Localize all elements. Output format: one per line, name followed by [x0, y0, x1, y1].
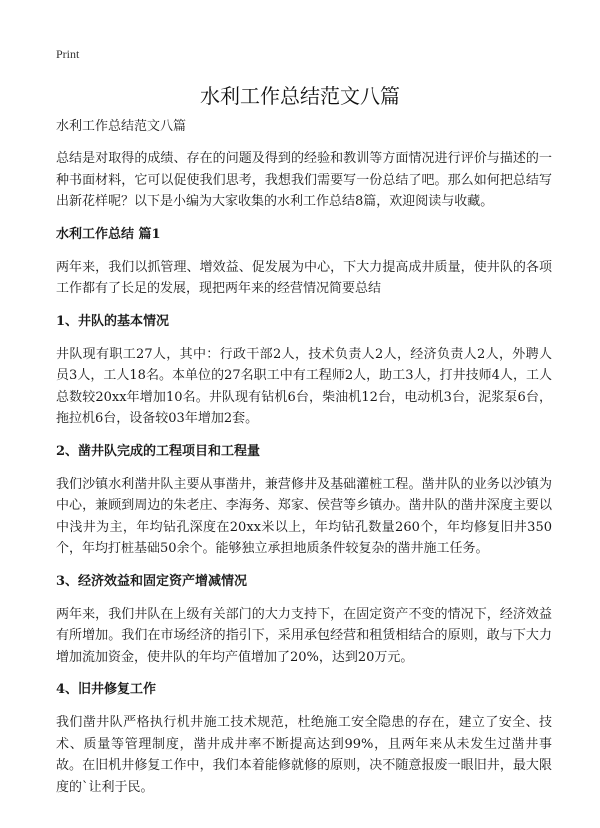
section-body-1: 井队现有职工27人，其中：行政干部2人，技术负责人2人，经济负责人2人，外聘人员3人，工人18名。本单位的27名职工中有工程师2人，助工3人，打井技师4人，工人总数较20xx年增加10名。井队现有钻机6台，柴油机12台，电动机3台，泥浆泵6台，拖拉机6台，设备较03年增加2套。	[56, 346, 552, 426]
document-body	[56, 116, 552, 810]
section-body-4: 我们凿井队严格执行机井施工技术规范，杜绝施工安全隐患的存在，建立了安全、技术、质量等管理制度，凿井成井率不断提高达到99%，且两年来从未发生过凿井事故。在旧机井修复工作中，我们本着能修就修的原则，决不随意报废一眼旧井，最大限度的`让利于民。	[56, 715, 552, 795]
section-heading-2: 2、凿井队完成的工程项目和工程量	[56, 443, 261, 459]
document-subtitle: 水利工作总结范文八篇	[56, 119, 187, 134]
print-label: Print	[56, 47, 80, 61]
article-heading: 水利工作总结 篇1	[56, 226, 161, 242]
intro-paragraph: 总结是对取得的成绩、存在的问题及得到的经验和教训等方面情况进行评价与描述的一种书面材料，它可以促使我们思考，我想我们需要写一份总结了吧。那么如何把总结写出新花样呢？以下是小编为大家收集的水利工作总结8篇，欢迎阅读与收藏。	[56, 151, 552, 209]
section-body-2: 我们沙镇水利凿井队主要从事凿井，兼营修井及基础灌桩工程。凿井队的业务以沙镇为中心，兼顾到周边的朱老庄、李海务、郑家、侯营等乡镇办。凿井队的凿井深度主要以中浅井为主，年均钻孔深度在20xx米以上，年均钻孔数量260个，年均修复旧井350个，年均打桩基础50余个。能够独立承担地质条件较复杂的凿井施工任务。	[56, 476, 552, 556]
section-heading-1: 1、井队的基本情况	[56, 313, 170, 329]
section-heading-3: 3、经济效益和固定资产增减情况	[56, 573, 248, 589]
page-title: 水利工作总结范文八篇	[200, 84, 400, 108]
article-intro-paragraph: 两年来，我们以抓管理、增效益、促发展为中心，下大力提高成井质量，使井队的各项工作都有了长足的发展，现把两年来的经营情况简要总结	[56, 259, 552, 296]
section-heading-4: 4、旧井修复工作	[56, 682, 157, 697]
section-body-3: 两年来，我们井队在上级有关部门的大力支持下，在固定资产不变的情况下，经济效益有所增加。我们在市场经济的指引下，采用承包经营和租赁相结合的原则，敢与下大力增加流加资金，使井队的年均产值增加了20%，达到20万元。	[56, 606, 552, 665]
